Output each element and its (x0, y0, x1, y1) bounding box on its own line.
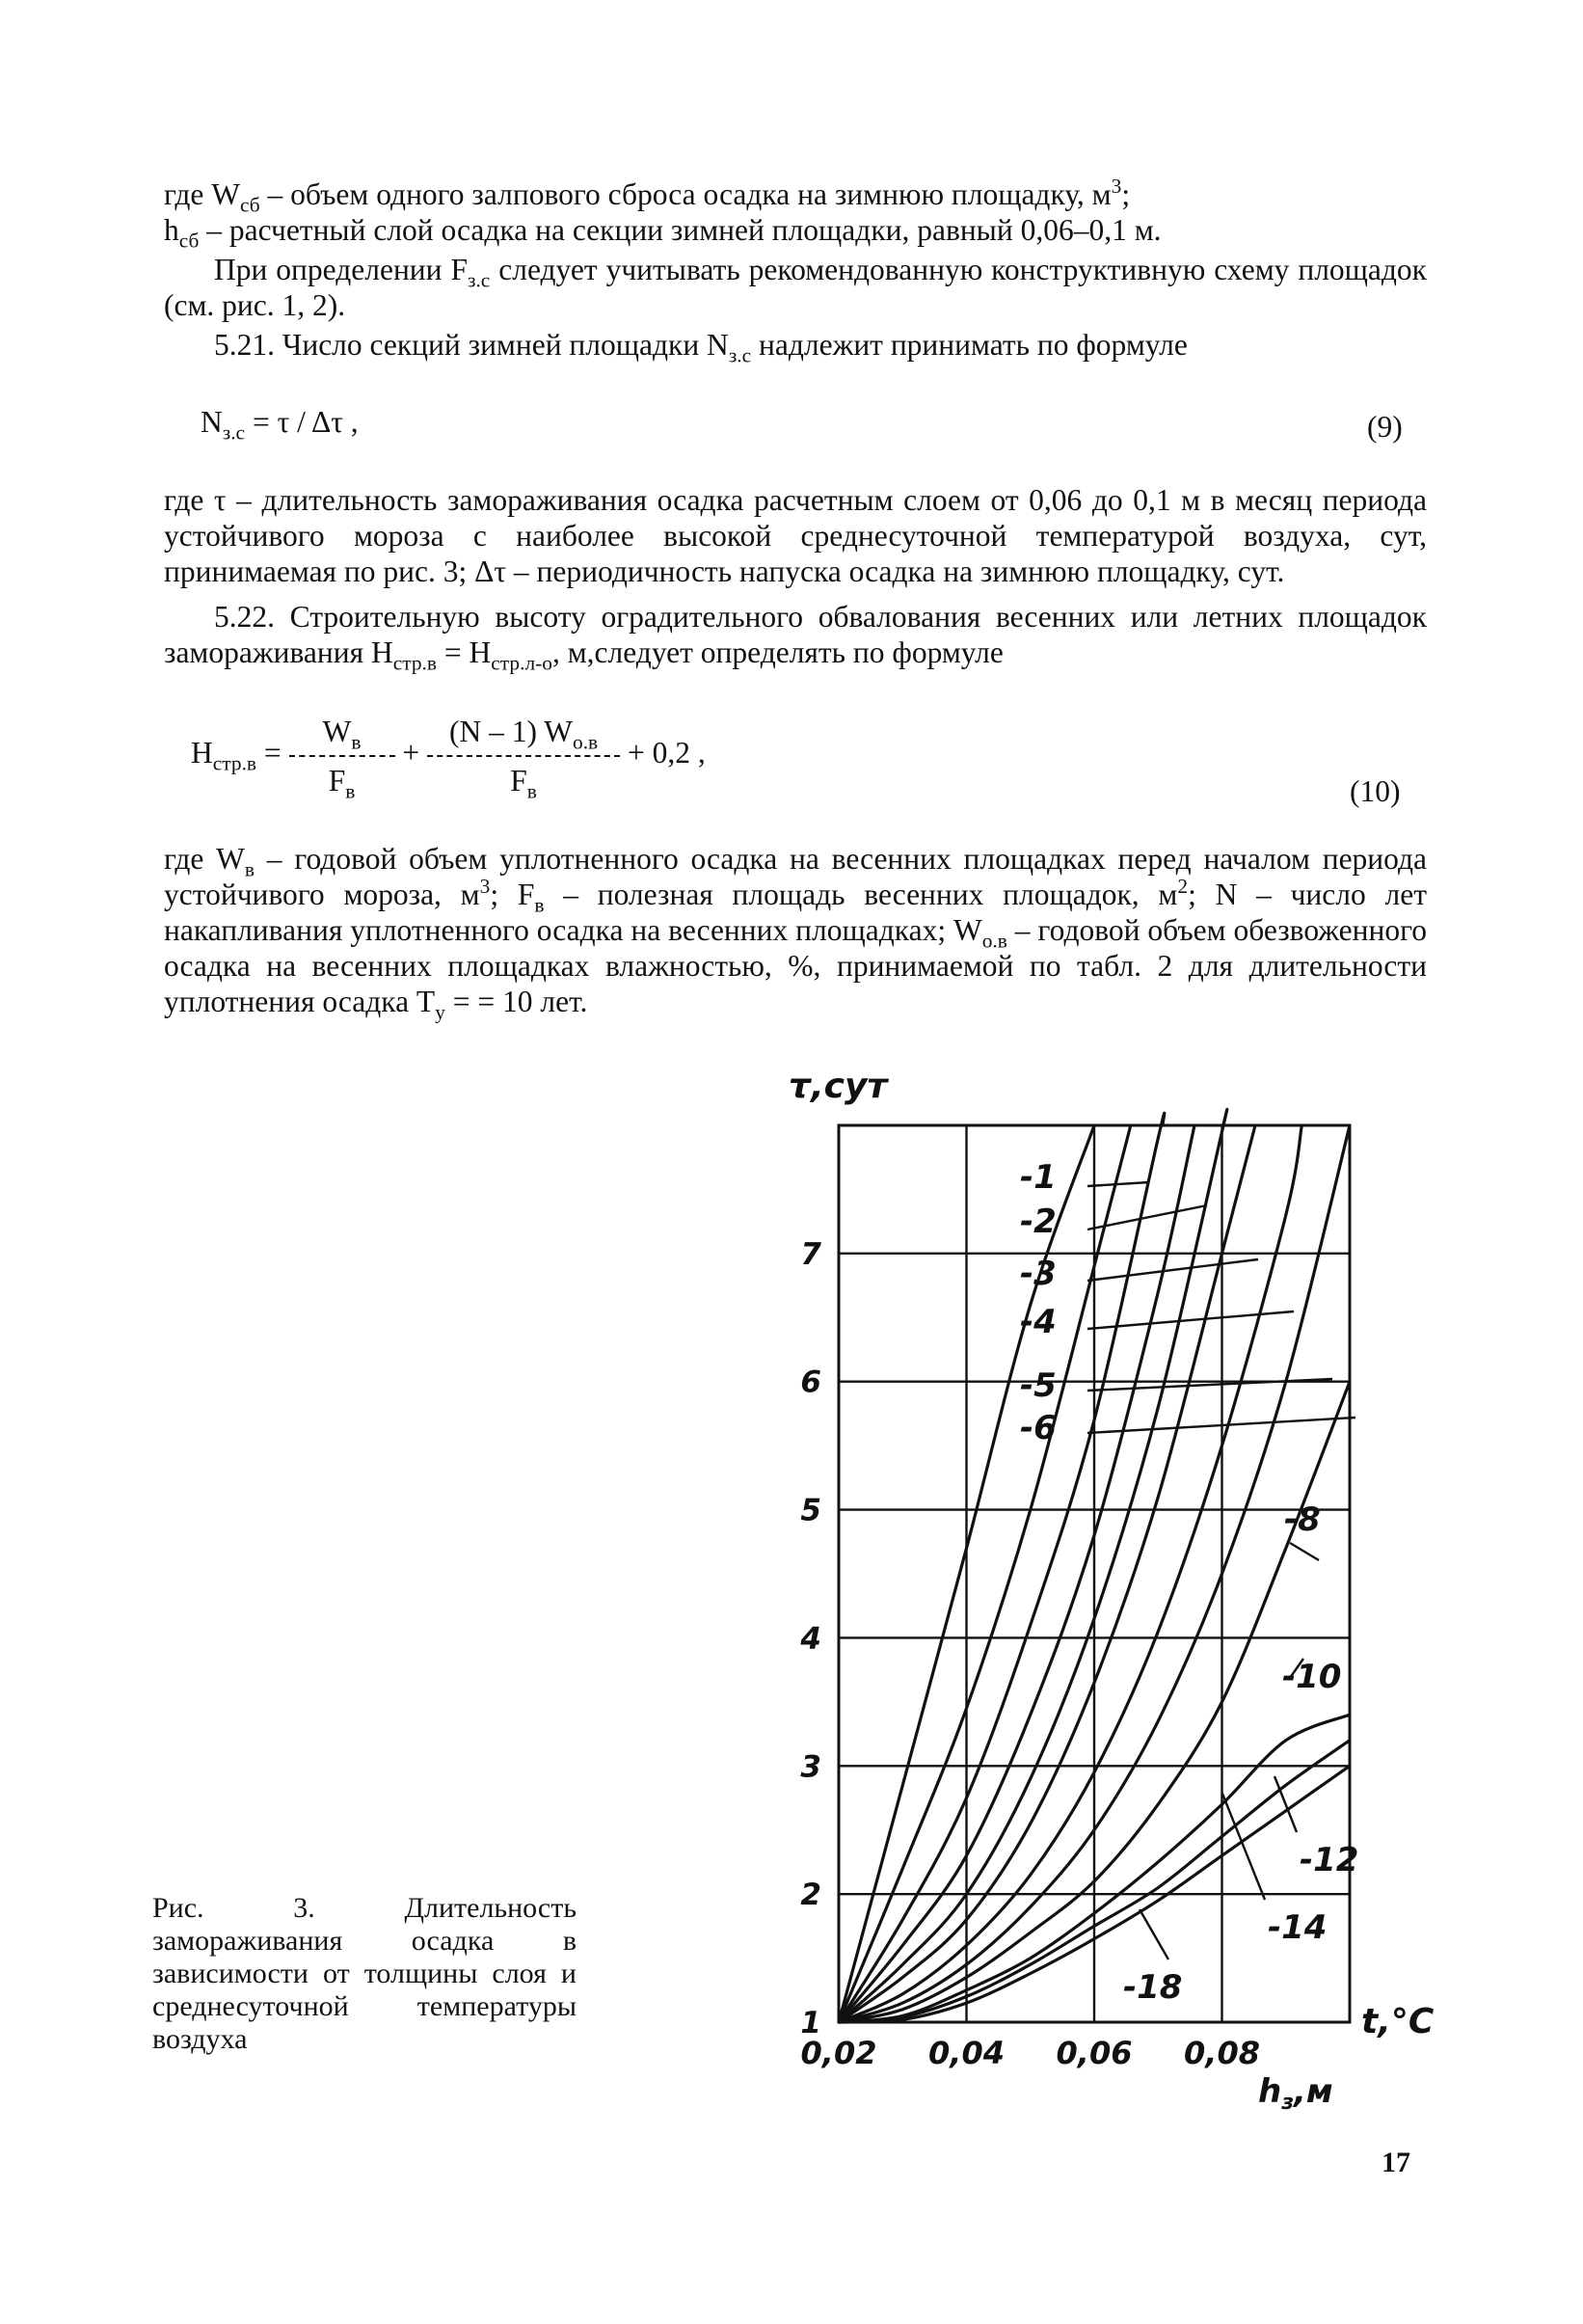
x-tick-label: 0,06 (1056, 2035, 1133, 2071)
curve-label-3: -3 (1020, 1255, 1057, 1293)
y-axis-label: τ,сут (789, 1067, 888, 1106)
text-run: ; F (490, 878, 535, 911)
subscript: о.в (572, 730, 599, 754)
leader-line-8 (1290, 1543, 1319, 1560)
curve-label-14: -14 (1268, 1908, 1328, 1947)
text-run: h (164, 213, 179, 247)
text-run: 5.22. Строительную высоту оградительного обвалования весенних или летних площадок замораживания H (164, 600, 1427, 669)
leader-line-3 (1087, 1259, 1258, 1281)
plus-sign: + (402, 736, 420, 770)
text-run: – годовой объем уплотненного осадка на весенних площадках перед началом периода устойчивого мороза, м (164, 842, 1428, 911)
curve-label-5: -5 (1020, 1366, 1057, 1405)
secondary-axis-label: t,°C (1361, 2002, 1435, 2041)
text-run: ; N – число лет накапливания уплотненного осадка на весенних площадках; W (164, 878, 1427, 947)
curve-label-4: -4 (1020, 1303, 1057, 1341)
y-tick-label: 1 (800, 2006, 821, 2040)
text-run: надлежит принимать по формуле (751, 328, 1188, 362)
paragraph-4: где τ – длительность замораживания осадка расчетным слоем от 0,06 до 0,1 м в месяц периода устойчивого мороза с наиболее высокой среднесуточной температурой воздуха, сут, принимаемая по рис. 3; Δτ – периодичность напуска осадка на зимнюю площадку, сут. (164, 483, 1427, 588)
y-tick-label: 4 (800, 1621, 821, 1657)
text-run: + 0,2 , (627, 736, 706, 770)
series-line-8 (839, 1125, 1301, 2022)
subscript: сб (178, 229, 200, 253)
subscript: в (534, 893, 545, 917)
subscript: в (244, 857, 255, 881)
subscript: стр.л-о (491, 651, 552, 675)
subscript: в (351, 730, 362, 754)
text-run: = τ / Δτ , (245, 405, 359, 439)
text-run: – расчетный слой осадка на секции зимней площадки, равный 0,06–0,1 м. (199, 213, 1162, 247)
text-run: F (510, 764, 527, 797)
text-run: (N – 1) W (448, 715, 573, 748)
text-run: – годовой объем обезвоженного осадка на весенних площадках влажностью, %, принимаемой по табл. 2 для длительности уплотнения осадка T (164, 913, 1427, 1018)
y-tick-label: 5 (800, 1493, 821, 1528)
subscript: з.с (728, 343, 752, 367)
y-tick-label: 6 (800, 1365, 821, 1400)
text-run: – полезная площадь весенних площадок, м (544, 878, 1178, 911)
text-run: F (328, 764, 346, 797)
text-run: 5.21. Число секций зимней площадки N (214, 328, 729, 362)
series-line-3 (839, 1113, 1165, 2022)
curve-label-2: -2 (1020, 1203, 1057, 1241)
x-tick-label: 0,04 (928, 2035, 1005, 2071)
superscript: 3 (479, 875, 491, 899)
text-run: – объем одного залпового сброса осадка на зимнюю площадку, м (259, 177, 1112, 211)
curve-label-10: -10 (1282, 1658, 1342, 1696)
x-tick-label: 0,02 (800, 2035, 877, 2071)
curve-label-6: -6 (1020, 1409, 1057, 1447)
y-tick-label: 3 (800, 1749, 821, 1785)
y-tick-label: 2 (800, 1878, 821, 1913)
subscript: у (435, 1000, 445, 1024)
leader-line-18 (1140, 1909, 1168, 1959)
curve-label-1: -1 (1020, 1158, 1057, 1197)
curve-label-12: -12 (1300, 1841, 1359, 1879)
x-axis-label: $h_з,м$ (1258, 2072, 1333, 2115)
eq-sign: = (263, 736, 282, 770)
text-run: , м,следует определять по формуле (551, 635, 1004, 669)
equation-number-10: (10) (1350, 774, 1401, 808)
text-run: = H (437, 635, 492, 669)
equation-number-9: (9) (1367, 410, 1403, 444)
subscript: сб (239, 193, 260, 217)
superscript: 3 (1111, 175, 1122, 199)
page-number: 17 (1382, 2147, 1410, 2178)
leader-line-1 (1087, 1182, 1149, 1186)
subscript: з.с (467, 268, 491, 292)
figure-caption: Рис. 3. Длительность замораживания осадка в зависимости от толщины слоя и среднесуточной температуры воздуха (152, 1892, 577, 2055)
x-tick-label: 0,08 (1184, 2035, 1260, 2071)
leader-line-14 (1222, 1794, 1265, 1900)
subscript: о.в (981, 929, 1007, 953)
subscript: в (526, 779, 537, 803)
text-run: При определении F (214, 253, 468, 286)
subscript: стр.в (392, 651, 438, 675)
superscript: 2 (1177, 875, 1189, 899)
text-run: следует учитывать рекомендованную конструктивную схему площадок (см. рис. 1, 2). (164, 253, 1427, 322)
y-tick-label: 7 (800, 1236, 821, 1272)
subscript: в (345, 779, 356, 803)
text-run: где W (164, 177, 240, 211)
curve-label-18: -18 (1123, 1968, 1183, 2007)
eq-lhs: H (191, 736, 213, 770)
curve-label-8: -8 (1284, 1500, 1321, 1539)
text-run: N (201, 405, 223, 439)
text-run: W (322, 715, 352, 748)
series-line-4 (839, 1125, 1194, 2022)
text-run: где W (164, 842, 245, 876)
subscript: з.с (222, 420, 246, 445)
text-run: ; (1121, 177, 1131, 211)
text-run: = = 10 лет. (444, 985, 588, 1018)
subscript: стр.в (212, 751, 257, 775)
